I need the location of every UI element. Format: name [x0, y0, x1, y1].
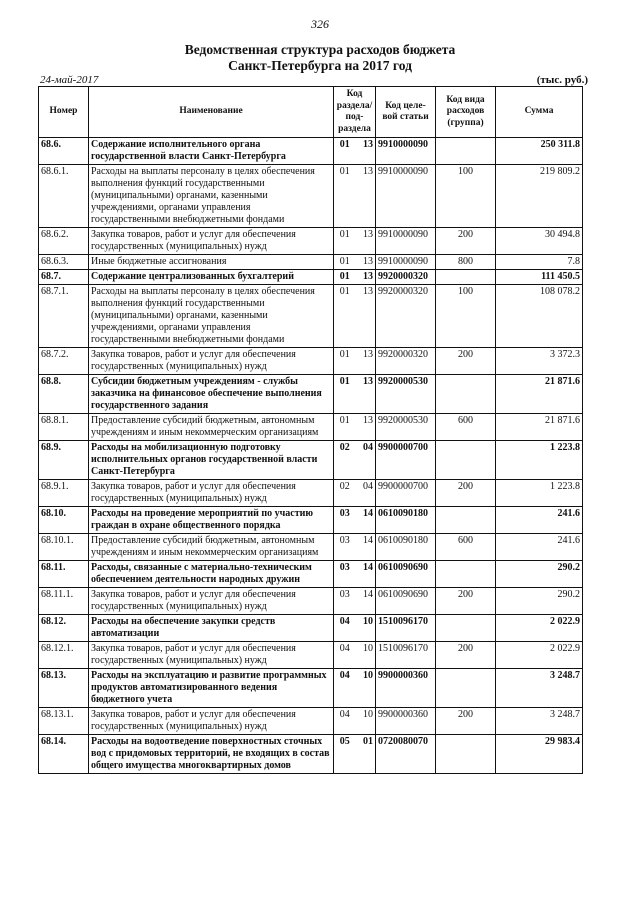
row-razdel: 03 — [334, 534, 356, 561]
row-sum: 290.2 — [496, 588, 583, 615]
row-expense-type: 100 — [436, 165, 496, 228]
row-number: 68.8.1. — [39, 414, 89, 441]
table-row — [39, 138, 583, 165]
row-target-article: 9910000090 — [376, 165, 436, 228]
table-row — [39, 708, 583, 735]
row-podrazdel: 14 — [356, 588, 376, 615]
table-row — [39, 414, 583, 441]
table-row — [39, 735, 583, 774]
row-number: 68.7.2. — [39, 348, 89, 375]
row-number: 68.6.3. — [39, 255, 89, 270]
row-razdel: 04 — [334, 642, 356, 669]
row-name: Закупка товаров, работ и услуг для обеспечения государственных (муниципальных) нужд — [89, 588, 334, 615]
header-target-article: Код целе- вой статьи — [376, 87, 436, 138]
row-razdel: 02 — [334, 441, 356, 480]
document-date: 24-май-2017 — [40, 74, 99, 86]
row-podrazdel: 04 — [356, 480, 376, 507]
title-line-1: Ведомственная структура расходов бюджета — [184, 42, 456, 57]
row-sum: 30 494.8 — [496, 228, 583, 255]
row-sum: 21 871.6 — [496, 414, 583, 441]
header-sum: Сумма — [496, 87, 583, 138]
row-target-article: 1510096170 — [376, 615, 436, 642]
row-sum: 219 809.2 — [496, 165, 583, 228]
budget-table — [38, 86, 583, 774]
row-sum: 7.8 — [496, 255, 583, 270]
row-razdel: 03 — [334, 507, 356, 534]
row-podrazdel: 14 — [356, 507, 376, 534]
row-podrazdel: 13 — [356, 285, 376, 348]
row-target-article: 9900000700 — [376, 441, 436, 480]
row-number: 68.11.1. — [39, 588, 89, 615]
document-title — [0, 42, 640, 74]
table-row — [39, 615, 583, 642]
row-sum: 3 248.7 — [496, 669, 583, 708]
row-sum: 29 983.4 — [496, 735, 583, 774]
row-name: Иные бюджетные ассигнования — [89, 255, 334, 270]
row-razdel: 01 — [334, 165, 356, 228]
row-target-article: 0610090690 — [376, 588, 436, 615]
row-number: 68.10. — [39, 507, 89, 534]
row-podrazdel: 10 — [356, 642, 376, 669]
table-row — [39, 441, 583, 480]
table-row — [39, 534, 583, 561]
row-expense-type: 600 — [436, 534, 496, 561]
row-target-article: 9900000700 — [376, 480, 436, 507]
row-name: Расходы на выплаты персоналу в целях обеспечения выполнения функций государственными (муниципальными) органами, казенными учреждениями, органами управления государственными внебюджетными фондами — [89, 165, 334, 228]
row-sum: 111 450.5 — [496, 270, 583, 285]
row-target-article: 9920000320 — [376, 270, 436, 285]
row-podrazdel: 01 — [356, 735, 376, 774]
row-sum: 241.6 — [496, 507, 583, 534]
row-expense-type — [436, 669, 496, 708]
row-expense-type: 200 — [436, 642, 496, 669]
row-podrazdel: 13 — [356, 228, 376, 255]
table-row — [39, 588, 583, 615]
row-name: Предоставление субсидий бюджетным, автономным учреждениям и иным некоммерческим организациям — [89, 534, 334, 561]
table-row — [39, 480, 583, 507]
row-name: Содержание исполнительного органа государственной власти Санкт-Петербурга — [89, 138, 334, 165]
row-razdel: 04 — [334, 669, 356, 708]
row-sum: 3 372.3 — [496, 348, 583, 375]
row-razdel: 04 — [334, 708, 356, 735]
row-expense-type — [436, 615, 496, 642]
row-sum: 2 022.9 — [496, 615, 583, 642]
header-number: Номер — [39, 87, 89, 138]
row-razdel: 01 — [334, 228, 356, 255]
row-target-article: 1510096170 — [376, 642, 436, 669]
row-podrazdel: 13 — [356, 255, 376, 270]
row-target-article: 9920000530 — [376, 414, 436, 441]
row-name: Содержание централизованных бухгалтерий — [89, 270, 334, 285]
row-razdel: 01 — [334, 348, 356, 375]
row-name: Расходы на эксплуатацию и развитие программных продуктов автоматизированного ведения бюджетного учета — [89, 669, 334, 708]
row-target-article: 0720080070 — [376, 735, 436, 774]
row-razdel: 02 — [334, 480, 356, 507]
table-row — [39, 285, 583, 348]
row-podrazdel: 10 — [356, 669, 376, 708]
table-row — [39, 642, 583, 669]
table-row — [39, 669, 583, 708]
row-name: Расходы на мобилизационную подготовку исполнительных органов государственной власти Санкт-Петербурга — [89, 441, 334, 480]
row-number: 68.9.1. — [39, 480, 89, 507]
row-expense-type — [436, 441, 496, 480]
header-name: Наименование — [89, 87, 334, 138]
row-razdel: 04 — [334, 615, 356, 642]
header-expense-type: Код вида расходов (группа) — [436, 87, 496, 138]
row-target-article: 9920000320 — [376, 348, 436, 375]
row-expense-type — [436, 507, 496, 534]
row-target-article: 9900000360 — [376, 669, 436, 708]
row-razdel: 01 — [334, 285, 356, 348]
row-name: Расходы, связанные с материально-техническим обеспечением деятельности народных дружин — [89, 561, 334, 588]
row-razdel: 01 — [334, 270, 356, 285]
row-name: Предоставление субсидий бюджетным, автономным учреждениям и иным некоммерческим организациям — [89, 414, 334, 441]
row-target-article: 0610090180 — [376, 534, 436, 561]
row-number: 68.12. — [39, 615, 89, 642]
row-expense-type: 800 — [436, 255, 496, 270]
row-podrazdel: 10 — [356, 708, 376, 735]
row-name: Субсидии бюджетным учреждениям - службы заказчика на финансовое обеспечение выполнения государственного задания — [89, 375, 334, 414]
row-expense-type — [436, 138, 496, 165]
row-target-article: 9910000090 — [376, 228, 436, 255]
row-expense-type — [436, 561, 496, 588]
row-podrazdel: 13 — [356, 375, 376, 414]
row-sum: 3 248.7 — [496, 708, 583, 735]
row-number: 68.13.1. — [39, 708, 89, 735]
row-number: 68.12.1. — [39, 642, 89, 669]
row-expense-type — [436, 735, 496, 774]
table-row — [39, 375, 583, 414]
row-sum: 1 223.8 — [496, 441, 583, 480]
row-podrazdel: 13 — [356, 165, 376, 228]
row-name: Расходы на водоотведение поверхностных сточных вод с придомовых территорий, не входящих в состав общего имущества многоквартирных домов — [89, 735, 334, 774]
row-number: 68.6.2. — [39, 228, 89, 255]
table-row — [39, 228, 583, 255]
row-expense-type: 100 — [436, 285, 496, 348]
row-target-article: 9920000320 — [376, 285, 436, 348]
row-target-article: 9920000530 — [376, 375, 436, 414]
page-number: 326 — [311, 17, 329, 31]
table-row — [39, 270, 583, 285]
row-sum: 290.2 — [496, 561, 583, 588]
row-podrazdel: 13 — [356, 138, 376, 165]
row-target-article: 0610090690 — [376, 561, 436, 588]
row-name: Закупка товаров, работ и услуг для обеспечения государственных (муниципальных) нужд — [89, 480, 334, 507]
row-expense-type: 200 — [436, 348, 496, 375]
row-expense-type: 600 — [436, 414, 496, 441]
row-razdel: 01 — [334, 414, 356, 441]
row-number: 68.14. — [39, 735, 89, 774]
row-target-article: 9900000360 — [376, 708, 436, 735]
row-podrazdel: 10 — [356, 615, 376, 642]
row-sum: 241.6 — [496, 534, 583, 561]
row-podrazdel: 13 — [356, 414, 376, 441]
row-number: 68.11. — [39, 561, 89, 588]
row-podrazdel: 04 — [356, 441, 376, 480]
row-podrazdel: 14 — [356, 561, 376, 588]
row-razdel: 01 — [334, 255, 356, 270]
table-row — [39, 561, 583, 588]
row-name: Расходы на выплаты персоналу в целях обеспечения выполнения функций государственными (муниципальными) органами, казенными учреждениями, органами управления государственными внебюджетными фондами — [89, 285, 334, 348]
row-expense-type: 200 — [436, 708, 496, 735]
row-podrazdel: 14 — [356, 534, 376, 561]
row-name: Расходы на проведение мероприятий по участию граждан в охране общественного порядка — [89, 507, 334, 534]
row-expense-type — [436, 375, 496, 414]
row-name: Закупка товаров, работ и услуг для обеспечения государственных (муниципальных) нужд — [89, 348, 334, 375]
row-expense-type: 200 — [436, 228, 496, 255]
row-podrazdel: 13 — [356, 270, 376, 285]
row-number: 68.9. — [39, 441, 89, 480]
row-expense-type: 200 — [436, 588, 496, 615]
row-name: Расходы на обеспечение закупки средств автоматизации — [89, 615, 334, 642]
row-sum: 21 871.6 — [496, 375, 583, 414]
row-razdel: 03 — [334, 588, 356, 615]
row-name: Закупка товаров, работ и услуг для обеспечения государственных (муниципальных) нужд — [89, 642, 334, 669]
row-expense-type — [436, 270, 496, 285]
row-target-article: 0610090180 — [376, 507, 436, 534]
row-sum: 250 311.8 — [496, 138, 583, 165]
row-sum: 108 078.2 — [496, 285, 583, 348]
row-number: 68.10.1. — [39, 534, 89, 561]
table-row — [39, 255, 583, 270]
title-line-2: Санкт-Петербурга на 2017 год — [228, 58, 412, 73]
row-number: 68.7.1. — [39, 285, 89, 348]
row-razdel: 01 — [334, 375, 356, 414]
table-row — [39, 348, 583, 375]
units-label: (тыс. руб.) — [536, 74, 588, 86]
row-number: 68.8. — [39, 375, 89, 414]
row-target-article: 9910000090 — [376, 138, 436, 165]
header-razdel: Код раздела/ под- раздела — [334, 87, 376, 138]
row-name: Закупка товаров, работ и услуг для обеспечения государственных (муниципальных) нужд — [89, 228, 334, 255]
row-number: 68.7. — [39, 270, 89, 285]
row-number: 68.13. — [39, 669, 89, 708]
table-header-row — [39, 87, 583, 138]
row-name: Закупка товаров, работ и услуг для обеспечения государственных (муниципальных) нужд — [89, 708, 334, 735]
table-row — [39, 165, 583, 228]
table-row — [39, 507, 583, 534]
row-podrazdel: 13 — [356, 348, 376, 375]
row-razdel: 03 — [334, 561, 356, 588]
row-expense-type: 200 — [436, 480, 496, 507]
row-sum: 1 223.8 — [496, 480, 583, 507]
row-target-article: 9910000090 — [376, 255, 436, 270]
row-sum: 2 022.9 — [496, 642, 583, 669]
row-number: 68.6.1. — [39, 165, 89, 228]
row-razdel: 01 — [334, 138, 356, 165]
row-number: 68.6. — [39, 138, 89, 165]
row-razdel: 05 — [334, 735, 356, 774]
